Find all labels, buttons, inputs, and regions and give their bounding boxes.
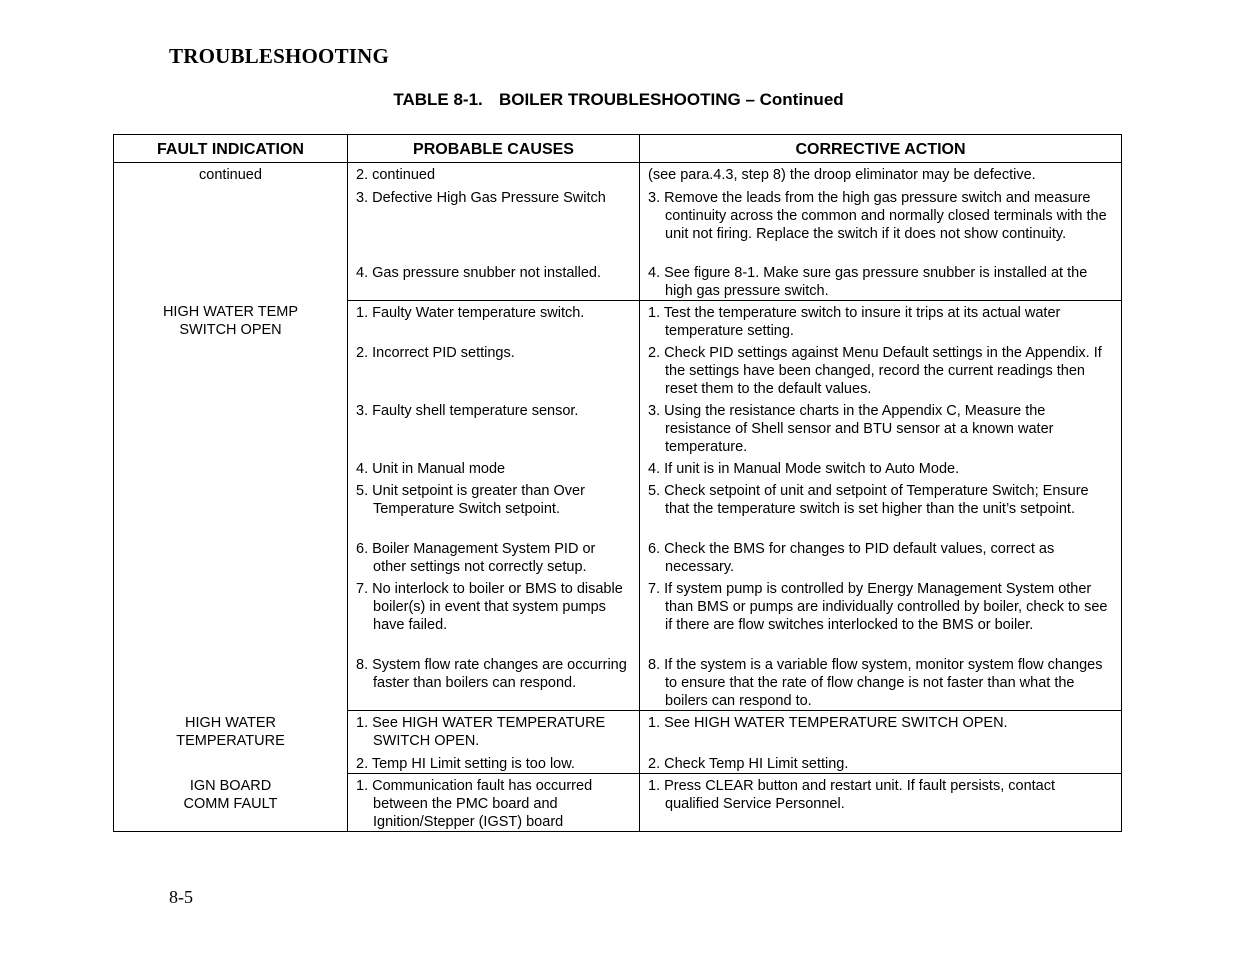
page-number: 8-5 [169, 887, 193, 907]
column-header-action: CORRECTIVE ACTION [640, 135, 1122, 163]
probable-cause-text: 2. continued [356, 167, 436, 183]
probable-cause-cell [348, 577, 640, 653]
fault-indication-text: TEMPERATURE [176, 732, 285, 749]
probable-cause-cell [348, 653, 640, 711]
corrective-action-text: 2. Check PID settings against Menu Default settings in the Appendix. If the settings have been changed, record the current readings then reset them to the default values. [648, 345, 1102, 397]
probable-cause-cell [348, 537, 640, 577]
corrective-action-cell [640, 774, 1122, 832]
corrective-action-text: 7. If system pump is controlled by Energy Management System other than BMS or pumps are individually controlled by boiler, check to see if there are flow switches interlocked to the BMS or boiler. [648, 581, 1108, 633]
corrective-action-cell [640, 399, 1122, 457]
probable-cause-cell [348, 300, 640, 341]
corrective-action-text: 4. If unit is in Manual Mode switch to Auto Mode. [648, 461, 960, 477]
table-row [114, 711, 1122, 752]
probable-cause-cell [348, 479, 640, 537]
table-title: BOILER TROUBLESHOOTING – Continued [498, 90, 844, 109]
probable-cause-text: 6. Boiler Management System PID or other settings not correctly setup. [356, 541, 596, 575]
column-header-fault: FAULT INDICATION [114, 135, 348, 163]
probable-cause-cell [348, 752, 640, 774]
table-body [114, 163, 1122, 832]
probable-cause-text: 8. System flow rate changes are occurring faster than boilers can respond. [356, 657, 627, 691]
fault-indication-cell [114, 774, 348, 832]
probable-cause-text: 1. See HIGH WATER TEMPERATURE SWITCH OPEN. [356, 715, 606, 749]
probable-cause-cell [348, 261, 640, 301]
troubleshooting-table [113, 134, 1122, 832]
probable-cause-cell [348, 186, 640, 261]
corrective-action-cell [640, 457, 1122, 479]
corrective-action-text: 6. Check the BMS for changes to PID default values, correct as necessary. [648, 541, 1055, 575]
probable-cause-text: 7. No interlock to boiler or BMS to disable boiler(s) in event that system pumps have failed. [356, 581, 623, 633]
probable-cause-cell [348, 399, 640, 457]
table-header-row [114, 135, 1122, 163]
corrective-action-text: 8. If the system is a variable flow system, monitor system flow changes to ensure that the rate of flow change is not faster than what the boilers can respond to. [648, 657, 1103, 709]
fault-indication-text: HIGH WATER [184, 714, 277, 731]
corrective-action-text: 1. See HIGH WATER TEMPERATURE SWITCH OPEN. [648, 715, 1008, 731]
table-row [114, 774, 1122, 832]
corrective-action-cell [640, 752, 1122, 774]
corrective-action-text: 2. Check Temp HI Limit setting. [648, 755, 849, 772]
corrective-action-cell [640, 711, 1122, 752]
probable-cause-text: 3. Faulty shell temperature sensor. [356, 403, 579, 419]
corrective-action-text: 3. Using the resistance charts in the Appendix C, Measure the resistance of Shell sensor and BTU sensor at a known water temperature. [648, 403, 1054, 455]
fault-indication-text: continued [199, 167, 262, 183]
probable-cause-cell [348, 774, 640, 832]
table-row [114, 163, 1122, 186]
corrective-action-cell [640, 479, 1122, 537]
fault-indication-text: SWITCH OPEN [179, 322, 282, 338]
column-header-causes: PROBABLE CAUSES [348, 135, 640, 163]
probable-cause-text: 1. Communication fault has occurred between the PMC board and Ignition/Stepper (IGST) board [356, 778, 593, 830]
corrective-action-cell [640, 261, 1122, 301]
corrective-action-text: 4. See figure 8-1. Make sure gas pressure snubber is installed at the high gas pressure switch. [648, 264, 1088, 299]
corrective-action-text: 5. Check setpoint of unit and setpoint of Temperature Switch; Ensure that the temperature switch is set higher than the unit’s setpoint. [648, 483, 1089, 517]
table-caption [0, 90, 1235, 110]
probable-cause-text: 1. Faulty Water temperature switch. [356, 304, 585, 321]
corrective-action-text: 1. Press CLEAR button and restart unit. If fault persists, contact qualified Service Personnel. [648, 778, 1055, 812]
fault-indication-text: HIGH WATER TEMP [162, 304, 299, 320]
corrective-action-text: 3. Remove the leads from the high gas pressure switch and measure continuity across the common and normally closed terminals with the unit not firing. Replace the switch if it does not show continuity. [648, 189, 1107, 242]
table-number: TABLE 8-1. [393, 90, 483, 109]
probable-cause-text: 3. Defective High Gas Pressure Switch [356, 189, 606, 206]
corrective-action-cell [640, 163, 1122, 186]
section-title: TROUBLESHOOTING [169, 44, 390, 68]
corrective-action-cell [640, 186, 1122, 261]
fault-indication-cell [114, 300, 348, 711]
corrective-action-cell [640, 300, 1122, 341]
probable-cause-cell [348, 341, 640, 399]
corrective-action-cell [640, 537, 1122, 577]
probable-cause-text: 2. Temp HI Limit setting is too low. [356, 755, 575, 772]
fault-indication-cell [114, 711, 348, 774]
probable-cause-text: 2. Incorrect PID settings. [356, 345, 515, 361]
corrective-action-cell [640, 341, 1122, 399]
probable-cause-cell [348, 163, 640, 186]
probable-cause-text: 4. Gas pressure snubber not installed. [356, 264, 602, 281]
fault-indication-text: COMM FAULT [183, 795, 278, 812]
probable-cause-text: 5. Unit setpoint is greater than Over Temperature Switch setpoint. [356, 483, 585, 517]
fault-indication-cell [114, 163, 348, 301]
fault-indication-text: IGN BOARD [189, 777, 272, 794]
corrective-action-text: (see para.4.3, step 8) the droop eliminator may be defective. [648, 167, 1036, 183]
corrective-action-cell [640, 577, 1122, 653]
probable-cause-text: 4. Unit in Manual mode [356, 461, 506, 477]
table-row [114, 300, 1122, 341]
probable-cause-cell [348, 711, 640, 752]
probable-cause-cell [348, 457, 640, 479]
corrective-action-cell [640, 653, 1122, 711]
corrective-action-text: 1. Test the temperature switch to insure it trips at its actual water temperature setting. [648, 304, 1061, 339]
